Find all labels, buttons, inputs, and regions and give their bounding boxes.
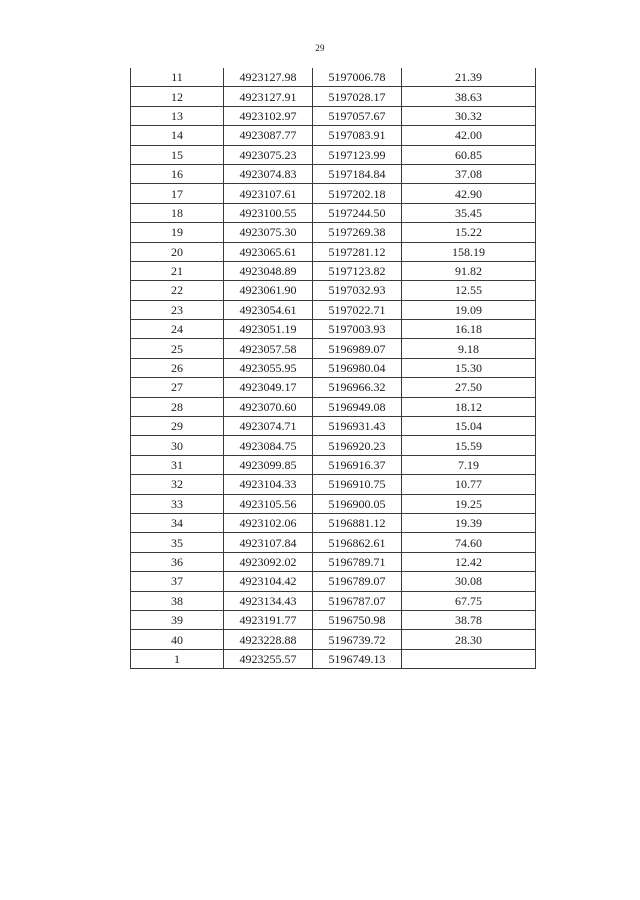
x-coordinate-cell: 4923084.75 — [224, 436, 313, 455]
point-number-cell: 22 — [131, 281, 224, 300]
table-row — [131, 475, 536, 494]
point-number-cell: 32 — [131, 475, 224, 494]
table-row — [131, 320, 536, 339]
x-coordinate-cell: 4923074.71 — [224, 417, 313, 436]
x-coordinate-cell: 4923107.61 — [224, 184, 313, 203]
point-number-cell: 21 — [131, 261, 224, 280]
y-coordinate-cell: 5197123.82 — [313, 261, 402, 280]
y-coordinate-cell: 5197281.12 — [313, 242, 402, 261]
point-number-cell: 17 — [131, 184, 224, 203]
y-coordinate-cell: 5196931.43 — [313, 417, 402, 436]
y-coordinate-cell: 5196750.98 — [313, 610, 402, 629]
table-row — [131, 533, 536, 552]
point-number-cell: 40 — [131, 630, 224, 649]
table-row — [131, 494, 536, 513]
x-coordinate-cell: 4923092.02 — [224, 552, 313, 571]
table-row — [131, 223, 536, 242]
y-coordinate-cell: 5196789.71 — [313, 552, 402, 571]
distance-cell: 18.12 — [402, 397, 536, 416]
point-number-cell: 28 — [131, 397, 224, 416]
point-number-cell: 1 — [131, 649, 224, 668]
table-row — [131, 610, 536, 629]
table-row — [131, 630, 536, 649]
table-row — [131, 455, 536, 474]
x-coordinate-cell: 4923127.98 — [224, 68, 313, 87]
y-coordinate-cell: 5196789.07 — [313, 572, 402, 591]
table-row — [131, 572, 536, 591]
point-number-cell: 18 — [131, 203, 224, 222]
table-row — [131, 106, 536, 125]
table-row — [131, 417, 536, 436]
x-coordinate-cell: 4923051.19 — [224, 320, 313, 339]
coordinates-table-body — [131, 68, 536, 669]
distance-cell: 15.30 — [402, 358, 536, 377]
distance-cell: 7.19 — [402, 455, 536, 474]
distance-cell: 38.63 — [402, 87, 536, 106]
table-row — [131, 436, 536, 455]
distance-cell: 10.77 — [402, 475, 536, 494]
point-number-cell: 19 — [131, 223, 224, 242]
y-coordinate-cell: 5197057.67 — [313, 106, 402, 125]
distance-cell: 19.39 — [402, 513, 536, 532]
distance-cell: 15.59 — [402, 436, 536, 455]
point-number-cell: 11 — [131, 68, 224, 87]
point-number-cell: 24 — [131, 320, 224, 339]
x-coordinate-cell: 4923087.77 — [224, 126, 313, 145]
y-coordinate-cell: 5197123.99 — [313, 145, 402, 164]
table-row — [131, 339, 536, 358]
point-number-cell: 27 — [131, 378, 224, 397]
distance-cell: 60.85 — [402, 145, 536, 164]
x-coordinate-cell: 4923191.77 — [224, 610, 313, 629]
coordinates-table — [130, 68, 536, 669]
distance-cell: 158.19 — [402, 242, 536, 261]
y-coordinate-cell: 5196920.23 — [313, 436, 402, 455]
table-row — [131, 164, 536, 183]
y-coordinate-cell: 5196787.07 — [313, 591, 402, 610]
y-coordinate-cell: 5196881.12 — [313, 513, 402, 532]
point-number-cell: 29 — [131, 417, 224, 436]
distance-cell: 12.55 — [402, 281, 536, 300]
point-number-cell: 16 — [131, 164, 224, 183]
x-coordinate-cell: 4923048.89 — [224, 261, 313, 280]
distance-cell: 9.18 — [402, 339, 536, 358]
distance-cell: 15.04 — [402, 417, 536, 436]
table-row — [131, 87, 536, 106]
y-coordinate-cell: 5197003.93 — [313, 320, 402, 339]
x-coordinate-cell: 4923104.42 — [224, 572, 313, 591]
distance-cell: 42.00 — [402, 126, 536, 145]
y-coordinate-cell: 5196862.61 — [313, 533, 402, 552]
table-row — [131, 242, 536, 261]
distance-cell: 74.60 — [402, 533, 536, 552]
y-coordinate-cell: 5197244.50 — [313, 203, 402, 222]
x-coordinate-cell: 4923054.61 — [224, 300, 313, 319]
distance-cell: 37.08 — [402, 164, 536, 183]
x-coordinate-cell: 4923049.17 — [224, 378, 313, 397]
distance-cell — [402, 649, 536, 668]
table-row — [131, 261, 536, 280]
point-number-cell: 26 — [131, 358, 224, 377]
point-number-cell: 39 — [131, 610, 224, 629]
point-number-cell: 36 — [131, 552, 224, 571]
point-number-cell: 23 — [131, 300, 224, 319]
x-coordinate-cell: 4923107.84 — [224, 533, 313, 552]
y-coordinate-cell: 5197028.17 — [313, 87, 402, 106]
x-coordinate-cell: 4923074.83 — [224, 164, 313, 183]
table-row — [131, 397, 536, 416]
distance-cell: 42.90 — [402, 184, 536, 203]
x-coordinate-cell: 4923065.61 — [224, 242, 313, 261]
point-number-cell: 20 — [131, 242, 224, 261]
y-coordinate-cell: 5197202.18 — [313, 184, 402, 203]
table-row — [131, 378, 536, 397]
x-coordinate-cell: 4923061.90 — [224, 281, 313, 300]
distance-cell: 28.30 — [402, 630, 536, 649]
point-number-cell: 35 — [131, 533, 224, 552]
distance-cell: 30.32 — [402, 106, 536, 125]
x-coordinate-cell: 4923102.97 — [224, 106, 313, 125]
distance-cell: 12.42 — [402, 552, 536, 571]
table-row — [131, 184, 536, 203]
distance-cell: 38.78 — [402, 610, 536, 629]
table-row — [131, 126, 536, 145]
table-row — [131, 513, 536, 532]
x-coordinate-cell: 4923070.60 — [224, 397, 313, 416]
point-number-cell: 25 — [131, 339, 224, 358]
y-coordinate-cell: 5196949.08 — [313, 397, 402, 416]
y-coordinate-cell: 5196989.07 — [313, 339, 402, 358]
distance-cell: 30.08 — [402, 572, 536, 591]
y-coordinate-cell: 5197269.38 — [313, 223, 402, 242]
table-row — [131, 203, 536, 222]
y-coordinate-cell: 5196966.32 — [313, 378, 402, 397]
table-row — [131, 281, 536, 300]
x-coordinate-cell: 4923127.91 — [224, 87, 313, 106]
point-number-cell: 34 — [131, 513, 224, 532]
table-row — [131, 145, 536, 164]
distance-cell: 67.75 — [402, 591, 536, 610]
page-number: 29 — [315, 43, 325, 53]
x-coordinate-cell: 4923075.30 — [224, 223, 313, 242]
distance-cell: 27.50 — [402, 378, 536, 397]
y-coordinate-cell: 5196739.72 — [313, 630, 402, 649]
y-coordinate-cell: 5197184.84 — [313, 164, 402, 183]
table-row — [131, 552, 536, 571]
x-coordinate-cell: 4923228.88 — [224, 630, 313, 649]
point-number-cell: 33 — [131, 494, 224, 513]
distance-cell: 91.82 — [402, 261, 536, 280]
y-coordinate-cell: 5196749.13 — [313, 649, 402, 668]
y-coordinate-cell: 5196916.37 — [313, 455, 402, 474]
x-coordinate-cell: 4923104.33 — [224, 475, 313, 494]
y-coordinate-cell: 5196910.75 — [313, 475, 402, 494]
x-coordinate-cell: 4923105.56 — [224, 494, 313, 513]
point-number-cell: 13 — [131, 106, 224, 125]
y-coordinate-cell: 5197006.78 — [313, 68, 402, 87]
x-coordinate-cell: 4923102.06 — [224, 513, 313, 532]
distance-cell: 19.25 — [402, 494, 536, 513]
table-row — [131, 649, 536, 668]
point-number-cell: 31 — [131, 455, 224, 474]
y-coordinate-cell: 5197083.91 — [313, 126, 402, 145]
point-number-cell: 38 — [131, 591, 224, 610]
table-row — [131, 68, 536, 87]
y-coordinate-cell: 5196980.04 — [313, 358, 402, 377]
x-coordinate-cell: 4923075.23 — [224, 145, 313, 164]
point-number-cell: 15 — [131, 145, 224, 164]
table-row — [131, 300, 536, 319]
point-number-cell: 14 — [131, 126, 224, 145]
x-coordinate-cell: 4923255.57 — [224, 649, 313, 668]
table-row — [131, 591, 536, 610]
distance-cell: 21.39 — [402, 68, 536, 87]
y-coordinate-cell: 5196900.05 — [313, 494, 402, 513]
distance-cell: 35.45 — [402, 203, 536, 222]
distance-cell: 19.09 — [402, 300, 536, 319]
y-coordinate-cell: 5197032.93 — [313, 281, 402, 300]
x-coordinate-cell: 4923055.95 — [224, 358, 313, 377]
table-row — [131, 358, 536, 377]
x-coordinate-cell: 4923100.55 — [224, 203, 313, 222]
point-number-cell: 30 — [131, 436, 224, 455]
x-coordinate-cell: 4923099.85 — [224, 455, 313, 474]
point-number-cell: 12 — [131, 87, 224, 106]
point-number-cell: 37 — [131, 572, 224, 591]
distance-cell: 16.18 — [402, 320, 536, 339]
x-coordinate-cell: 4923057.58 — [224, 339, 313, 358]
x-coordinate-cell: 4923134.43 — [224, 591, 313, 610]
distance-cell: 15.22 — [402, 223, 536, 242]
y-coordinate-cell: 5197022.71 — [313, 300, 402, 319]
